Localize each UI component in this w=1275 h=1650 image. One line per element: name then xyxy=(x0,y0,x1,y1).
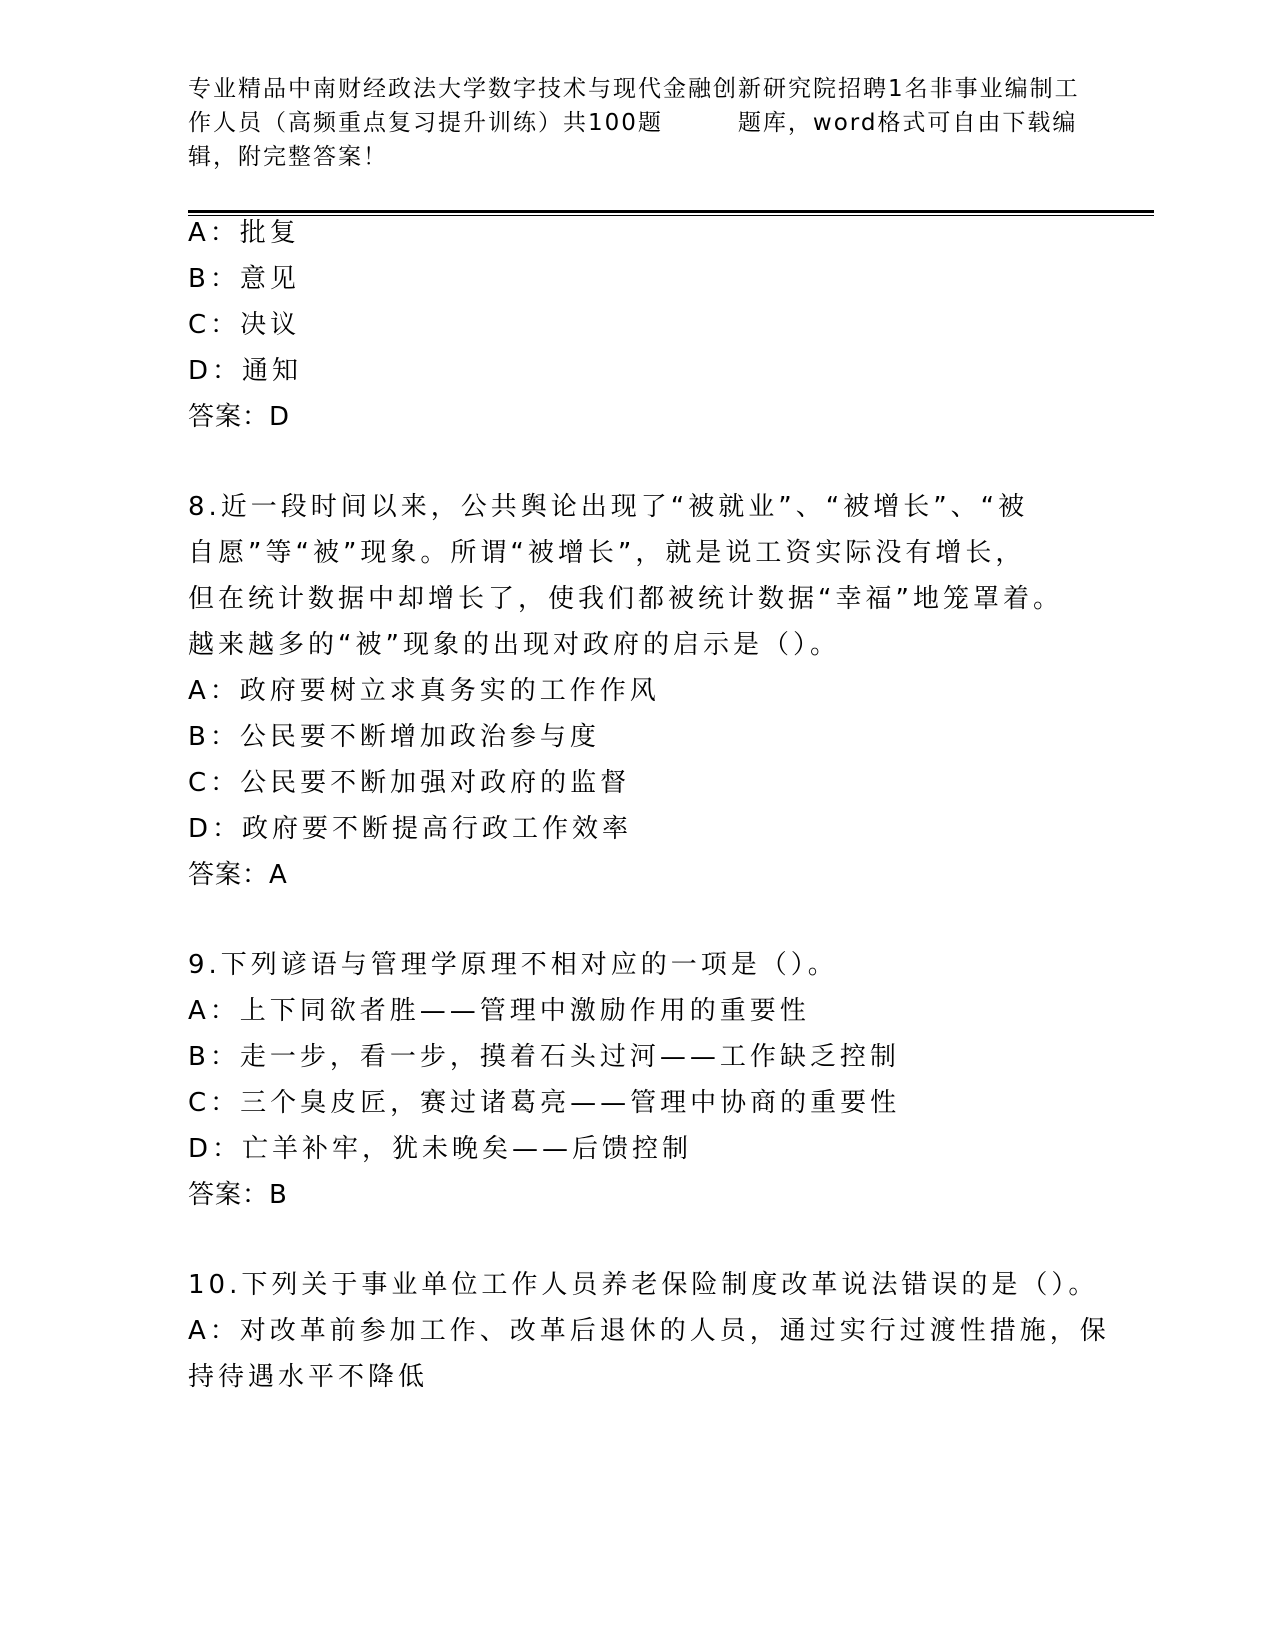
answer-line: 答案：A xyxy=(188,860,288,890)
question-stem-line: 但在统计数据中却增长了，使我们都被统计数据“幸福”地笼罩着。 xyxy=(188,584,1063,614)
document-header xyxy=(188,72,1088,174)
option-c: C：决议 xyxy=(188,310,301,340)
header-line-3: 辑，附完整答案！ xyxy=(188,144,388,170)
question-gap xyxy=(188,1218,1088,1262)
option-b: B：公民要不断增加政治参与度 xyxy=(188,722,600,752)
answer-line: 答案：B xyxy=(188,1180,288,1210)
header-line-2: 作人员（高频重点复习提升训练）共100题 题库，word格式可自由下载编 xyxy=(188,110,1078,136)
question-stem-line: 越来越多的“被”现象的出现对政府的启示是（）。 xyxy=(188,630,840,660)
question-stem-line: 9.下列谚语与管理学原理不相对应的一项是（）。 xyxy=(188,950,838,980)
option-d: D：政府要不断提高行政工作效率 xyxy=(188,814,633,844)
option-d: D：亡羊补牢，犹未晚矣——后馈控制 xyxy=(188,1134,693,1164)
option-d: D：通知 xyxy=(188,356,303,386)
question-list xyxy=(188,210,1110,1400)
question-stem-line: 10.下列关于事业单位工作人员养老保险制度改革说法错误的是（）。 xyxy=(188,1270,1099,1300)
question-gap xyxy=(188,440,1088,484)
question-9 xyxy=(188,942,1088,1218)
header-line-1: 专业精品中南财经政法大学数字技术与现代金融创新研究院招聘1名非事业编制工 xyxy=(188,76,1080,102)
option-a-continued: 持待遇水平不降低 xyxy=(188,1362,429,1392)
question-gap xyxy=(188,898,1088,942)
option-b: B：走一步，看一步，摸着石头过河——工作缺乏控制 xyxy=(188,1042,900,1072)
option-a: A：上下同欲者胜——管理中激励作用的重要性 xyxy=(188,996,810,1026)
option-c: C：三个臭皮匠，赛过诸葛亮——管理中协商的重要性 xyxy=(188,1088,901,1118)
answer-line: 答案：D xyxy=(188,402,291,432)
question-stem-line: 自愿”等“被”现象。所谓“被增长”，就是说工资实际没有增长， xyxy=(188,538,1026,568)
option-a: A：对改革前参加工作、改革后退休的人员，通过实行过渡性措施，保 xyxy=(188,1316,1110,1346)
option-a: A：政府要树立求真务实的工作作风 xyxy=(188,676,660,706)
question-10 xyxy=(188,1262,1110,1400)
question-stem-line: 8.近一段时间以来，公共舆论出现了“被就业”、“被增长”、“被 xyxy=(188,492,1029,522)
question-7 xyxy=(188,210,1088,440)
option-c: C：公民要不断加强对政府的监督 xyxy=(188,768,631,798)
question-8 xyxy=(188,484,1088,898)
option-a: A：批复 xyxy=(188,218,300,248)
option-b: B：意见 xyxy=(188,264,300,294)
